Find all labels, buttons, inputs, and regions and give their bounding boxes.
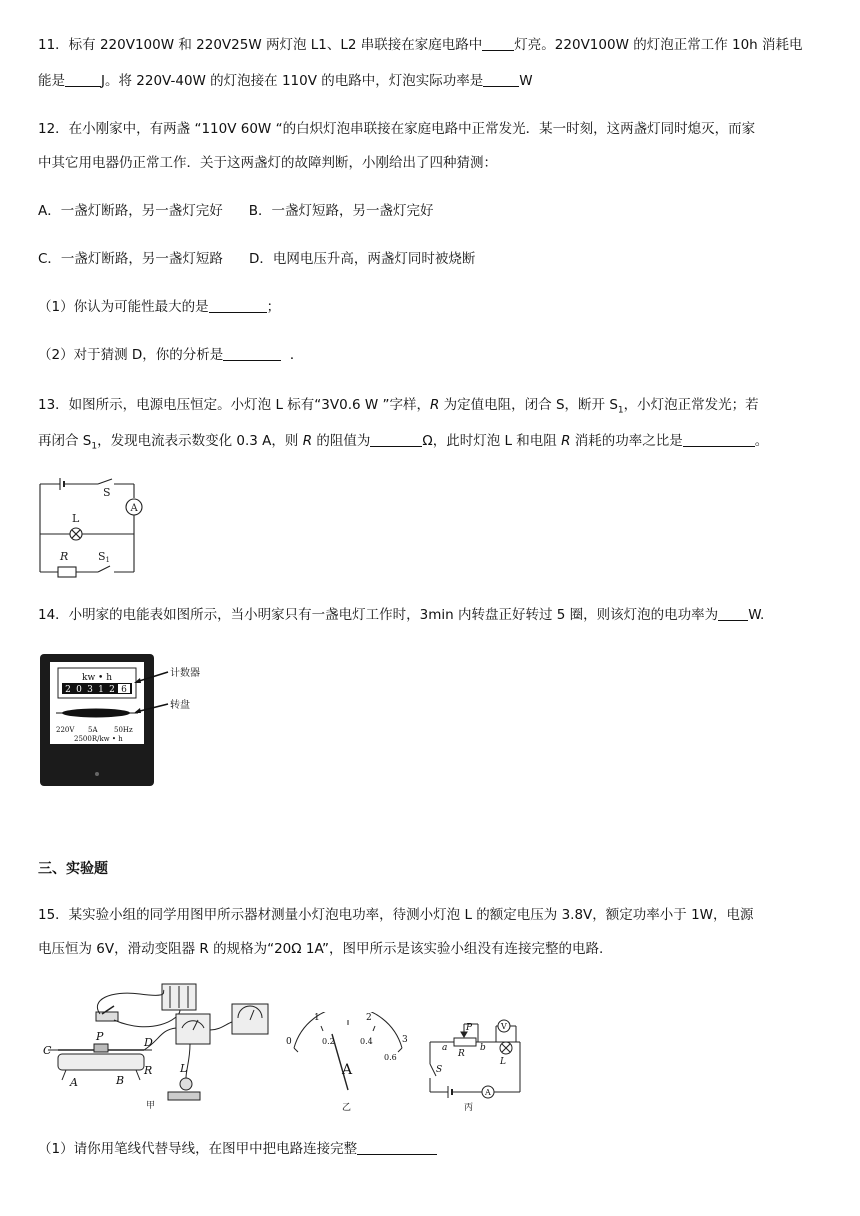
rheostat-icon bbox=[58, 1054, 144, 1070]
meter-unit: kw • h bbox=[82, 673, 112, 683]
q12-blank2 bbox=[223, 347, 281, 361]
svg-text:220V: 220V bbox=[56, 726, 75, 734]
q12-options-cd bbox=[38, 250, 475, 268]
electric-meter-figure bbox=[38, 652, 208, 788]
q15-line2: 电压恒为 6V，滑动变阻器 R 的规格为“20Ω 1A”，图甲所示是该实验小组没有连接完整的电路. bbox=[38, 941, 604, 957]
q14-blank1 bbox=[718, 607, 748, 621]
section-heading: 三、实验题 bbox=[38, 861, 108, 877]
svg-text:L: L bbox=[180, 1062, 188, 1075]
svg-text:C: C bbox=[43, 1044, 52, 1057]
q12-sub2: （2）对于猜测 D，你的分析是 ． bbox=[38, 347, 304, 363]
svg-text:6: 6 bbox=[121, 685, 127, 695]
figure-label-jia: 甲 bbox=[146, 1101, 156, 1111]
option-a: A．一盏灯断路，另一盏灯完好 bbox=[38, 203, 223, 219]
svg-text:2: 2 bbox=[65, 685, 71, 695]
q14-line1: 14．小明家的电能表如图所示，当小明家只有一盏电灯工作时，3min 内转盘正好转过 5 圈，则该灯泡的电功率为 W. bbox=[38, 607, 765, 623]
svg-text:2: 2 bbox=[109, 685, 115, 695]
svg-text:50Hz: 50Hz bbox=[114, 726, 133, 734]
q12-line1: 12．在小刚家中，有两盏 “110V 60W “的白炽灯泡串联接在家庭电路中正常发光．某一时刻，这两盏灯同时熄灭，而家 bbox=[38, 121, 756, 137]
svg-text:a: a bbox=[442, 1043, 448, 1053]
label-r: R bbox=[60, 550, 69, 563]
switch-s-blade bbox=[98, 479, 112, 484]
q13-blank1 bbox=[370, 433, 422, 447]
label-disk: 转盘 bbox=[170, 700, 190, 711]
svg-text:A: A bbox=[485, 1088, 491, 1097]
q15-blank1 bbox=[357, 1141, 437, 1155]
svg-text:B: B bbox=[116, 1074, 125, 1087]
svg-text:A: A bbox=[70, 1076, 78, 1089]
option-b: B．一盏灯短路，另一盏灯完好 bbox=[248, 203, 434, 219]
q11-blank3 bbox=[483, 73, 519, 87]
svg-text:1: 1 bbox=[98, 685, 104, 695]
svg-text:R: R bbox=[144, 1064, 153, 1077]
switch-s1-blade bbox=[98, 566, 110, 572]
q15-sub1: （1）请你用笔线代替导线，在图甲中把电路连接完整 bbox=[38, 1140, 437, 1158]
label-l: L bbox=[72, 512, 80, 525]
svg-text:L: L bbox=[500, 1057, 506, 1067]
svg-text:3: 3 bbox=[402, 1035, 408, 1045]
q11-line1: 11．标有 220V100W 和 220V25W 两灯泡 L1、L2 串联接在家庭电路中 灯亮。220V100W 的灯泡正常工作 10h 消耗电 bbox=[38, 37, 803, 53]
q12-blank1 bbox=[209, 299, 267, 313]
label-s: S bbox=[103, 486, 111, 499]
label-ammeter: A bbox=[130, 503, 138, 514]
figure-label-bing: 丙 bbox=[464, 1103, 474, 1112]
svg-text:2: 2 bbox=[366, 1013, 372, 1023]
q11-line2: 能是 J。将 220V-40W 的灯泡接在 110V 的电路中，灯泡实际功率是 W bbox=[38, 73, 533, 89]
option-d: D．电网电压升高，两盏灯同时被烧断 bbox=[248, 251, 476, 267]
q15-figure-jia bbox=[40, 980, 290, 1112]
svg-text:b: b bbox=[480, 1043, 486, 1053]
svg-text:0: 0 bbox=[286, 1037, 292, 1047]
svg-text:1: 1 bbox=[314, 1013, 320, 1023]
q11-blank2 bbox=[65, 73, 101, 87]
svg-text:0: 0 bbox=[76, 685, 82, 695]
svg-text:D: D bbox=[144, 1036, 153, 1049]
svg-text:P: P bbox=[466, 1023, 473, 1033]
q15-figure-bing bbox=[420, 1018, 530, 1112]
q13-line2: 再闭合 $S_1$，发现电流表示数变化 0.3 A，则 R 的阻值为 Ω，此时灯泡 L 和电阻 R 消耗的功率之比是 。 bbox=[38, 433, 769, 452]
svg-text:0.4: 0.4 bbox=[360, 1037, 373, 1046]
label-counter: 计数器 bbox=[170, 668, 200, 679]
figure-label-yi: 乙 bbox=[342, 1103, 352, 1112]
q13-circuit-diagram bbox=[36, 474, 156, 578]
label-s1: S1 bbox=[98, 550, 111, 564]
meter-digits bbox=[62, 683, 132, 695]
q12-options-ab bbox=[38, 202, 434, 220]
svg-text:3: 3 bbox=[87, 685, 93, 695]
svg-text:0.2: 0.2 bbox=[322, 1037, 335, 1046]
rheostat-symbol bbox=[454, 1038, 476, 1046]
q13-blank2 bbox=[683, 433, 755, 447]
svg-text:V: V bbox=[501, 1022, 507, 1031]
dial-arc bbox=[294, 1012, 402, 1048]
q15-figure-yi bbox=[284, 1012, 414, 1112]
svg-text:R: R bbox=[458, 1049, 465, 1059]
svg-text:A: A bbox=[342, 1062, 353, 1078]
svg-text:S: S bbox=[436, 1065, 443, 1075]
q15-line1: 15．某实验小组的同学用图甲所示器材测量小灯泡电功率，待测小灯泡 L 的额定电压为 3.8V，额定功率小于 1W，电源 bbox=[38, 907, 754, 923]
svg-text:5A: 5A bbox=[88, 726, 98, 734]
q13-line1: 13．如图所示，电源电压恒定。小灯泡 L 标有“3V0.6 W ”字样，R 为定值电阻，闭合 S，断开 $S_1$，小灯泡正常发光；若 bbox=[38, 397, 759, 416]
q12-line2: 中其它用电器仍正常工作．关于这两盏灯的故障判断，小刚给出了四种猜测： bbox=[38, 155, 497, 171]
meter-screw-icon bbox=[95, 772, 99, 776]
svg-text:0.6: 0.6 bbox=[384, 1053, 397, 1062]
q11-blank1 bbox=[482, 37, 514, 51]
resistor-icon bbox=[58, 567, 76, 577]
q12-sub1: （1）你认为可能性最大的是 ； bbox=[38, 299, 281, 315]
lamp-device-icon bbox=[180, 1078, 192, 1090]
option-c: C．一盏灯断路，另一盏灯短路 bbox=[38, 251, 223, 267]
svg-text:P: P bbox=[96, 1030, 104, 1043]
svg-text:2500R/kw • h: 2500R/kw • h bbox=[74, 735, 123, 743]
